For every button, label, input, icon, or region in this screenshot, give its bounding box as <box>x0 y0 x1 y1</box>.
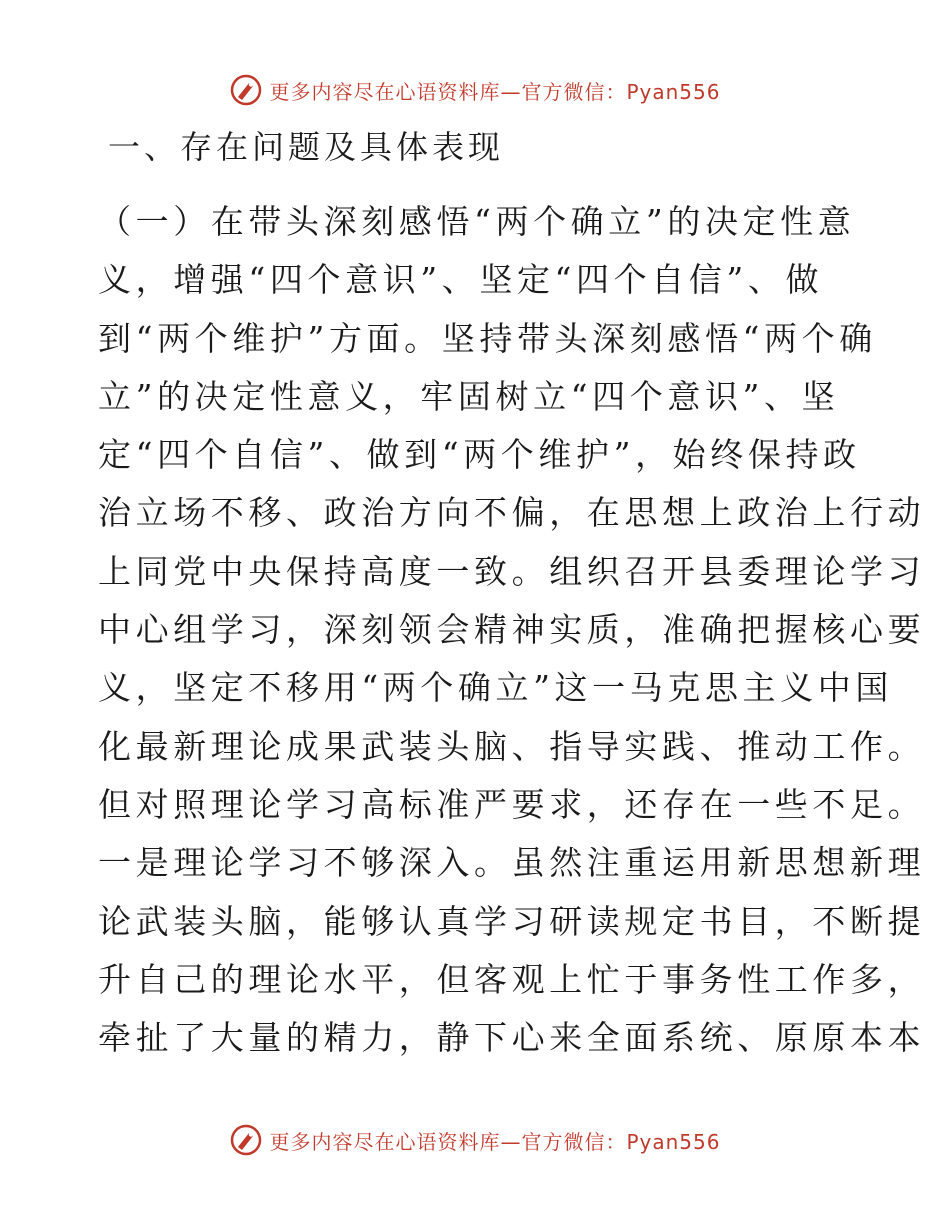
text-line: （一）在带头深刻感悟“两个确立”的决定性意 <box>98 202 856 241</box>
text-line: 立”的决定性意义，牢固树立“四个意识”、坚 <box>98 376 840 416</box>
logo-icon <box>229 73 263 107</box>
text-line: 论武装头脑，能够认真学习研读规定书目，不断提 <box>98 901 926 941</box>
text-line: 义，坚定不移用“两个确立”这一马克思主义中国 <box>98 668 893 708</box>
text-line: 化最新理论成果武装头脑、指导实践、推动工作。 <box>98 726 926 766</box>
text-line: 中心组学习，深刻领会精神实质，准确把握核心要 <box>98 610 926 650</box>
text-line: 义，增强“四个意识”、坚定“四个自信”、做 <box>98 260 824 300</box>
text-line: 上同党中央保持高度一致。组织召开县委理论学习 <box>98 551 926 591</box>
footer-watermark <box>0 1120 950 1160</box>
text-line: 一是理论学习不够深入。虽然注重运用新思想新理 <box>98 843 926 883</box>
text-line: 但对照理论学习高标准严要求，还存在一些不足。 <box>98 784 926 824</box>
text-line: 升自己的理论水平，但客观上忙于事务性工作多， <box>98 959 926 999</box>
text-line: 治立场不移、政治方向不偏，在思想上政治上行动 <box>98 493 926 533</box>
text-line: 牵扯了大量的精力，静下心来全面系统、原原本本 <box>98 1018 926 1058</box>
text-line: 定“四个自信”、做到“两个维护”，始终保持政 <box>98 435 861 475</box>
text-line: 到“两个维护”方面。坚持带头深刻感悟“两个确 <box>98 318 877 358</box>
logo-icon <box>229 1123 263 1157</box>
section-heading: 一、存在问题及具体表现 <box>108 128 505 166</box>
body-paragraph <box>98 193 926 1067</box>
header-watermark <box>0 70 950 110</box>
watermark-text: 更多内容尽在心语资料库—官方微信：Pyan556 <box>269 1129 721 1154</box>
watermark-text: 更多内容尽在心语资料库—官方微信：Pyan556 <box>269 79 721 104</box>
